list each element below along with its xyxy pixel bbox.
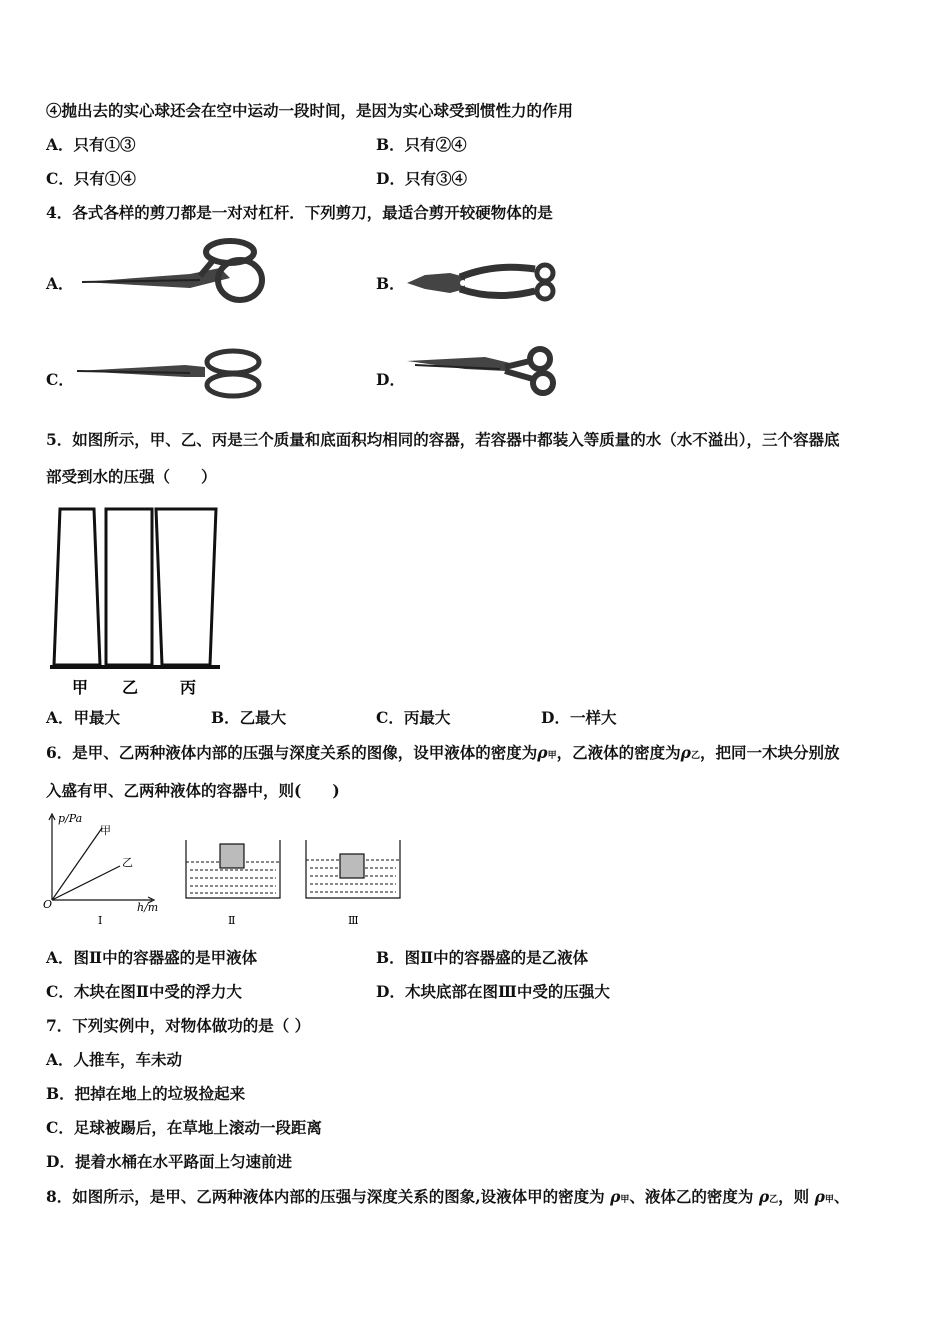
q3-option-d[interactable]: D．只有③④ bbox=[376, 169, 467, 188]
scissors-b-icon bbox=[405, 255, 560, 310]
q8-stem: 8．如图所示，是甲、乙两种液体内部的压强与深度关系的图象,设液体甲的密度为 ρ甲、液体乙的密度为 ρ乙，则 ρ甲、 bbox=[46, 1187, 850, 1206]
q4-option-b-label[interactable]: B． bbox=[376, 274, 405, 293]
fig-label-1: Ⅰ bbox=[98, 914, 103, 927]
q4-stem: 4．各式各样的剪刀都是一对对杠杆．下列剪刀，最适合剪开较硬物体的是 bbox=[46, 203, 553, 222]
q3-option-b[interactable]: B．只有②④ bbox=[376, 135, 467, 154]
graph-x-label: h/m bbox=[137, 901, 159, 914]
q5-option-a[interactable]: A．甲最大 bbox=[46, 708, 121, 727]
q7-option-a[interactable]: A．人推车，车未动 bbox=[46, 1050, 183, 1069]
graph-line-jia bbox=[52, 828, 102, 900]
graph-origin: O bbox=[43, 898, 53, 911]
graph-line-yi bbox=[52, 866, 120, 900]
fig-label-3: Ⅲ bbox=[348, 914, 359, 927]
q6-figures bbox=[40, 810, 410, 930]
container-ii bbox=[186, 840, 280, 898]
q6-option-c[interactable]: C．木块在图Ⅱ中受的浮力大 bbox=[46, 982, 242, 1001]
q7-option-c[interactable]: C．足球被踢后，在草地上滚动一段距离 bbox=[46, 1118, 322, 1137]
q4-option-c-label[interactable]: C． bbox=[46, 370, 74, 389]
graph-label-jia: 甲 bbox=[100, 824, 111, 837]
scissors-c-icon bbox=[75, 347, 265, 402]
q6-option-b[interactable]: B．图Ⅱ中的容器盛的是乙液体 bbox=[376, 948, 589, 967]
q7-option-d[interactable]: D．提着水桶在水平路面上匀速前进 bbox=[46, 1152, 292, 1171]
graph-label-yi: 乙 bbox=[122, 856, 133, 869]
label-jia: 甲 bbox=[72, 678, 89, 697]
q5-stem-line1: 5．如图所示，甲、乙、丙是三个质量和底面积均相同的容器，若容器中都装入等质量的水（水不溢出），三个容器底 bbox=[46, 430, 840, 449]
q3-option-a[interactable]: A．只有①③ bbox=[46, 135, 136, 154]
wood-block-iii bbox=[340, 854, 364, 878]
label-yi: 乙 bbox=[122, 678, 139, 697]
q6-stem-line1: 6．是甲、乙两种液体内部的压强与深度关系的图像，设甲液体的密度为ρ甲，乙液体的密度为ρ乙，把同一木块分别放 bbox=[46, 743, 840, 762]
q7-option-b[interactable]: B．把掉在地上的垃圾捡起来 bbox=[46, 1084, 246, 1103]
q5-option-b[interactable]: B．乙最大 bbox=[211, 708, 287, 727]
q4-option-d-label[interactable]: D． bbox=[376, 370, 405, 389]
scissors-d-icon bbox=[405, 343, 565, 398]
wood-block-ii bbox=[220, 844, 244, 868]
q6-option-d[interactable]: D．木块底部在图Ⅲ中受的压强大 bbox=[376, 982, 610, 1001]
q4-option-a-label[interactable]: A． bbox=[46, 274, 74, 293]
container-iii bbox=[306, 840, 400, 898]
q6-stem-line2: 入盛有甲、乙两种液体的容器中，则( ) bbox=[46, 781, 340, 800]
q5-stem-line2: 部受到水的压强（ ） bbox=[46, 467, 217, 486]
graph-y-label: p/Pa bbox=[58, 812, 83, 825]
label-bing: 丙 bbox=[180, 678, 197, 697]
q5-option-c[interactable]: C．丙最大 bbox=[376, 708, 451, 727]
q6-option-a[interactable]: A．图Ⅱ中的容器盛的是甲液体 bbox=[46, 948, 258, 967]
container-yi bbox=[106, 509, 152, 665]
container-jia bbox=[54, 509, 100, 665]
q3-item4: ④抛出去的实心球还会在空中运动一段时间，是因为实心球受到惯性力的作用 bbox=[46, 101, 574, 120]
scissors-a-icon bbox=[80, 238, 265, 308]
q7-stem: 7．下列实例中，对物体做功的是（ ） bbox=[46, 1016, 311, 1035]
fig-label-2: Ⅱ bbox=[228, 914, 236, 927]
q5-option-d[interactable]: D．一样大 bbox=[541, 708, 617, 727]
containers-figure bbox=[48, 505, 228, 700]
q3-option-c[interactable]: C．只有①④ bbox=[46, 169, 136, 188]
container-bing bbox=[156, 509, 216, 665]
